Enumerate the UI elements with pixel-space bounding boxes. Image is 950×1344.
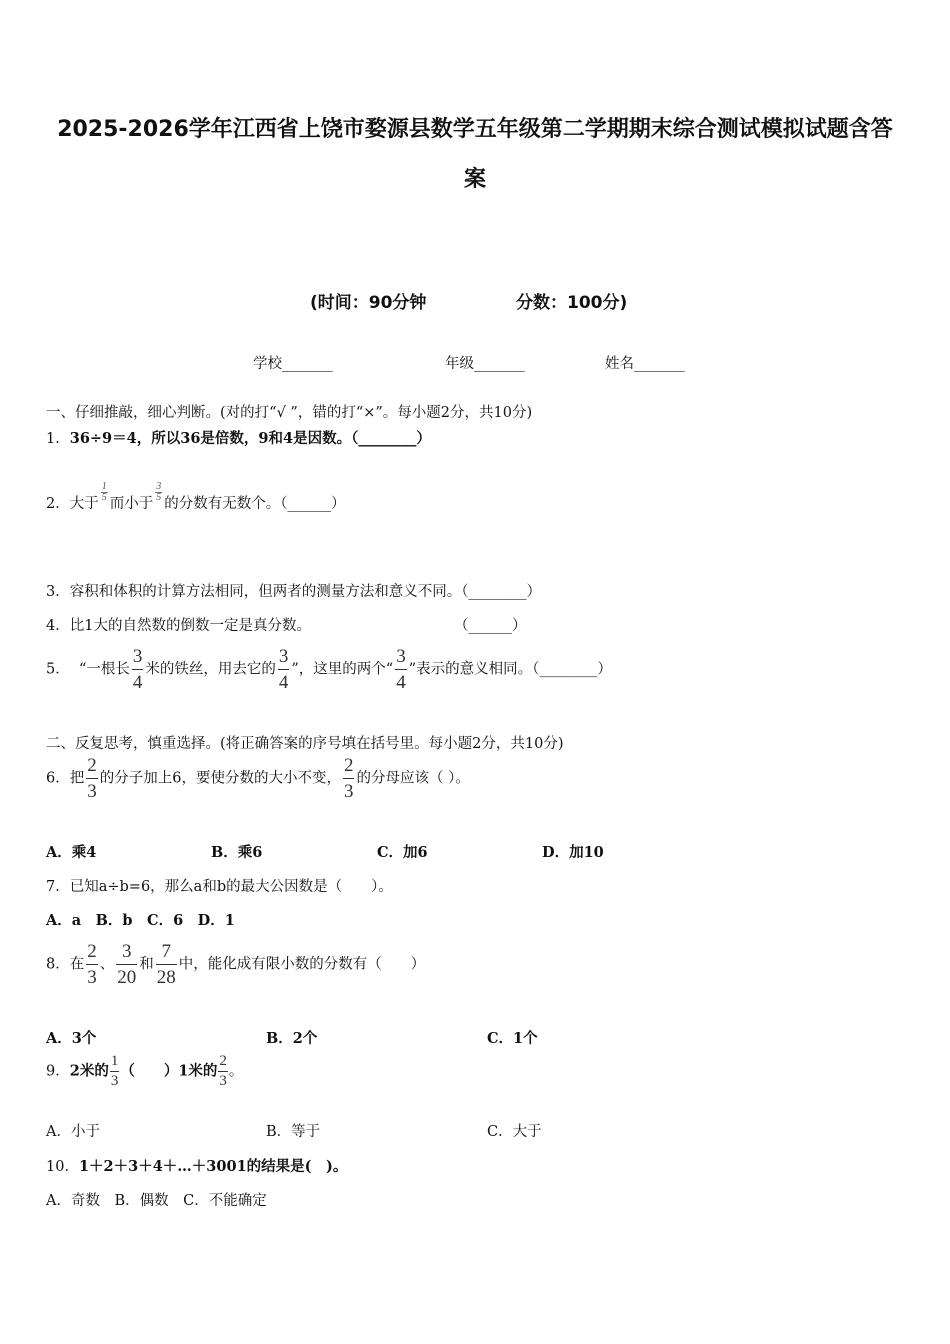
question-10-options: A．奇数 B．偶数 C．不能确定 — [46, 1193, 267, 1209]
option-d: D．加10 — [542, 844, 604, 861]
question-4 — [46, 614, 311, 635]
option-b: B．乘6 — [211, 844, 263, 861]
question-8: 8．在 $\frac{2}{3}$ 、 $\frac{3}{20}$ 和 $\frac{7}{28}$ 中，能化成有限小数的分数有（ ） — [46, 941, 426, 988]
score-label: 分数：100分) — [516, 293, 628, 313]
question-number: 3． — [46, 584, 70, 600]
fraction: $\frac{7}{28}$ — [156, 941, 176, 988]
fraction: $\frac{2}{3}$ — [87, 755, 97, 802]
option-a: A．乘4 — [46, 844, 97, 861]
fraction: $\frac{3}{4}$ — [396, 646, 406, 693]
fraction: $\frac{2}{3}$ — [343, 755, 354, 802]
question-number: 6． — [46, 770, 70, 787]
question-1 — [46, 427, 431, 448]
fraction: $\frac{2}{3}$ — [87, 941, 97, 988]
question-7-options: A．a B．b C．6 D．1 — [46, 912, 235, 929]
name-field: 姓名_______ — [605, 356, 685, 372]
question-text: 已知a÷b=6，那么a和b的最大公因数是（ ）。 — [69, 879, 393, 895]
option-c: C．大于 — [487, 1124, 542, 1140]
option-b: B．2个 — [266, 1030, 318, 1047]
question-text: 1＋2＋3＋4＋…＋3001的结果是( )。 — [78, 1158, 348, 1175]
question-3 — [46, 580, 541, 601]
document-title-line2: 案 — [463, 167, 486, 192]
question-number: 9． — [46, 1063, 70, 1080]
option-a: A．小于 — [46, 1124, 100, 1140]
fraction: $\frac{2}{3}$ — [219, 1053, 227, 1089]
question-text: 36÷9＝4，所以36是倍数，9和4是因数。（________） — [69, 430, 431, 447]
question-number: 5． — [46, 661, 70, 678]
fraction: $\frac{3}{4}$ — [278, 646, 289, 693]
question-text: 容积和体积的计算方法相同，但两者的测量方法和意义不同。（________） — [69, 584, 541, 600]
question-9: 9．2米的 $\frac{1}{3}$ （ ）1米的 $\frac{2}{3}$ 。 — [46, 1053, 244, 1089]
question-number: 7． — [46, 879, 70, 895]
option-c: C．1个 — [487, 1030, 538, 1047]
fraction: $\frac{3}{5}$ — [156, 480, 162, 503]
question-number: 1． — [46, 431, 70, 447]
fraction: $\frac{1}{5}$ — [101, 480, 107, 503]
question-7 — [46, 875, 393, 896]
option-b: B．等于 — [266, 1124, 321, 1140]
question-6: 6．把 $\frac{2}{3}$ 的分子加上6，要使分数的大小不变， $\frac{2}{3}$ 的分母应该（ ）。 — [46, 755, 470, 802]
school-field: 学校_______ — [253, 356, 333, 372]
option-c: C．加6 — [377, 844, 428, 861]
question-number: 2． — [46, 496, 70, 512]
question-number: 8． — [46, 956, 70, 973]
document-title-line1: 2025-2026学年江西省上饶市婺源县数学五年级第二学期期末综合测试模拟试题含答 — [57, 117, 893, 142]
fraction: $\frac{1}{3}$ — [110, 1053, 119, 1089]
question-number: 10． — [46, 1159, 79, 1175]
question-number: 4． — [46, 618, 70, 634]
section2-heading: 二、反复思考，慎重选择。(将正确答案的序号填在括号里。每小题2分，共10分) — [46, 736, 564, 752]
fraction: $\frac{3}{4}$ — [132, 646, 143, 693]
grade-field: 年级_______ — [445, 356, 525, 372]
question-10 — [46, 1155, 347, 1176]
question-text: 比1大的自然数的倒数一定是真分数。 — [69, 618, 311, 634]
section1-heading: 一、仔细推敲，细心判断。(对的打“√ ”，错的打“×”。每小题2分，共10分) — [46, 405, 533, 421]
question-5: 5． “一根长 $\frac{3}{4}$ 米的铁丝，用去它的 $\frac{3}{4}$ ”，这里的两个“ $\frac{3}{4}$ ”表示的意义相同。（________） — [46, 646, 612, 693]
question-4-blank: （______） — [454, 618, 527, 634]
question-2: 2．大于 $\frac{1}{5}$ 而小于 $\frac{3}{5}$ 的分数有无数个。（______） — [46, 480, 346, 512]
time-label: (时间：90分钟 — [310, 293, 427, 313]
fraction: $\frac{3}{20}$ — [117, 941, 137, 988]
option-a: A．3个 — [46, 1030, 97, 1047]
